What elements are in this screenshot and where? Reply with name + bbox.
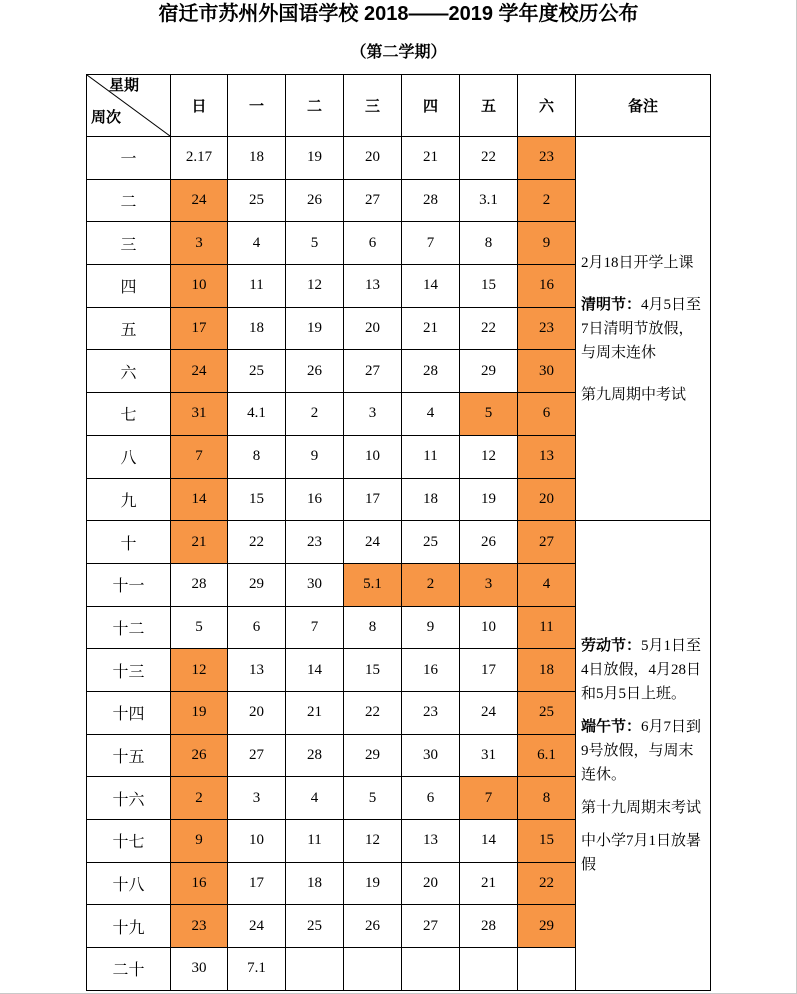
day-cell: 15 — [228, 479, 286, 522]
day-off-cell: 7 — [171, 436, 228, 479]
day-cell: 3 — [228, 777, 286, 820]
remarks-notes — [581, 634, 707, 877]
day-cell: 21 — [402, 137, 460, 180]
day-cell: 14 — [460, 820, 518, 863]
day-cell: 30 — [286, 564, 344, 607]
remark-note-text: 4月5日至7日清明节放假，与周末连休 — [581, 296, 702, 361]
remark-note-label: 劳动节： — [581, 637, 642, 654]
day-cell: 18 — [228, 308, 286, 351]
day-cell: 29 — [460, 350, 518, 393]
page-title: 宿迁市苏州外国语学校 2018——2019 学年度校历公布 — [158, 3, 639, 25]
remarks-header: 备注 — [576, 75, 711, 137]
day-cell: 17 — [228, 863, 286, 906]
day-cell: 12 — [286, 265, 344, 308]
day-cell — [402, 948, 460, 991]
weekday-header-tue: 二 — [286, 75, 344, 137]
day-cell: 5 — [171, 607, 228, 650]
week-number-cell: 十七 — [87, 820, 171, 863]
day-off-cell: 6 — [518, 393, 576, 436]
day-cell: 20 — [228, 692, 286, 735]
day-off-cell: 17 — [171, 308, 228, 351]
day-off-cell: 20 — [518, 479, 576, 522]
day-cell: 27 — [402, 905, 460, 948]
week-number-cell: 一 — [87, 137, 171, 180]
day-off-cell: 9 — [518, 222, 576, 265]
day-off-cell: 30 — [518, 350, 576, 393]
day-cell: 24 — [460, 692, 518, 735]
week-number-cell: 十四 — [87, 692, 171, 735]
day-cell — [286, 948, 344, 991]
day-off-cell: 22 — [518, 863, 576, 906]
day-cell: 4 — [402, 393, 460, 436]
day-cell: 14 — [286, 649, 344, 692]
week-number-cell: 十二 — [87, 607, 171, 650]
day-off-cell: 18 — [518, 649, 576, 692]
week-number-cell: 十三 — [87, 649, 171, 692]
day-off-cell: 8 — [518, 777, 576, 820]
day-off-cell: 16 — [171, 863, 228, 906]
day-cell: 13 — [402, 820, 460, 863]
day-cell: 29 — [228, 564, 286, 607]
day-cell: 20 — [344, 137, 402, 180]
day-cell: 16 — [402, 649, 460, 692]
day-cell: 27 — [344, 350, 402, 393]
remark-note-text: 2月18日开学上课 — [581, 254, 694, 271]
day-cell: 5 — [286, 222, 344, 265]
remark-note — [581, 715, 707, 787]
day-cell: 21 — [402, 308, 460, 351]
day-cell: 18 — [228, 137, 286, 180]
day-cell: 25 — [286, 905, 344, 948]
day-cell: 19 — [344, 863, 402, 906]
day-cell: 10 — [344, 436, 402, 479]
week-number-cell: 六 — [87, 350, 171, 393]
week-number-cell: 九 — [87, 479, 171, 522]
weekday-header-wed: 三 — [344, 75, 402, 137]
week-number-cell: 十一 — [87, 564, 171, 607]
day-cell: 17 — [344, 479, 402, 522]
day-cell: 10 — [228, 820, 286, 863]
week-number-cell: 二十 — [87, 948, 171, 991]
remark-note — [581, 829, 707, 877]
week-number-cell: 四 — [87, 265, 171, 308]
day-cell: 27 — [344, 180, 402, 223]
day-cell: 7 — [402, 222, 460, 265]
day-cell: 11 — [228, 265, 286, 308]
corner-label-week: 周次 — [91, 110, 122, 126]
day-off-cell: 2 — [518, 180, 576, 223]
day-off-cell: 25 — [518, 692, 576, 735]
day-cell — [518, 948, 576, 991]
day-cell: 22 — [344, 692, 402, 735]
day-cell: 9 — [286, 436, 344, 479]
day-off-cell: 21 — [171, 521, 228, 564]
remark-note-text: 6月7日到9号放假，与周末连休。 — [581, 718, 702, 783]
day-cell: 31 — [460, 735, 518, 778]
corner-header-cell — [87, 75, 171, 137]
day-cell: 19 — [286, 137, 344, 180]
day-off-cell: 26 — [171, 735, 228, 778]
day-cell: 19 — [286, 308, 344, 351]
day-cell: 23 — [402, 692, 460, 735]
day-cell: 26 — [460, 521, 518, 564]
day-cell: 6 — [228, 607, 286, 650]
day-cell: 17 — [460, 649, 518, 692]
week-number-cell: 五 — [87, 308, 171, 351]
weekday-header-thu: 四 — [402, 75, 460, 137]
remark-note-label: 清明节： — [581, 296, 642, 313]
day-cell: 11 — [286, 820, 344, 863]
remark-note — [581, 634, 707, 706]
week-number-cell: 七 — [87, 393, 171, 436]
day-cell: 3.1 — [460, 180, 518, 223]
day-cell: 18 — [286, 863, 344, 906]
week-number-cell: 十六 — [87, 777, 171, 820]
day-off-cell: 3 — [460, 564, 518, 607]
day-off-cell: 15 — [518, 820, 576, 863]
day-cell: 29 — [344, 735, 402, 778]
day-cell: 20 — [402, 863, 460, 906]
day-cell: 15 — [460, 265, 518, 308]
remark-note-text: 中小学7月1日放暑假 — [581, 832, 702, 873]
day-off-cell: 13 — [518, 436, 576, 479]
day-cell: 19 — [460, 479, 518, 522]
day-cell: 4 — [286, 777, 344, 820]
day-cell: 24 — [344, 521, 402, 564]
day-cell: 22 — [460, 308, 518, 351]
weekday-header-fri: 五 — [460, 75, 518, 137]
day-cell: 14 — [402, 265, 460, 308]
day-off-cell: 16 — [518, 265, 576, 308]
day-off-cell: 23 — [518, 308, 576, 351]
day-off-cell: 4 — [518, 564, 576, 607]
day-cell: 28 — [460, 905, 518, 948]
weekday-header-sat: 六 — [518, 75, 576, 137]
day-off-cell: 23 — [171, 905, 228, 948]
day-cell: 25 — [402, 521, 460, 564]
week-number-cell: 八 — [87, 436, 171, 479]
day-cell: 12 — [460, 436, 518, 479]
page-subtitle: （第二学期） — [350, 44, 447, 61]
day-cell: 28 — [402, 350, 460, 393]
day-off-cell: 23 — [518, 137, 576, 180]
day-off-cell: 11 — [518, 607, 576, 650]
day-off-cell: 14 — [171, 479, 228, 522]
day-cell: 25 — [228, 180, 286, 223]
day-cell: 5 — [344, 777, 402, 820]
day-off-cell: 2 — [402, 564, 460, 607]
day-cell: 28 — [286, 735, 344, 778]
day-off-cell: 3 — [171, 222, 228, 265]
day-cell: 26 — [286, 350, 344, 393]
day-off-cell: 2 — [171, 777, 228, 820]
week-number-cell: 二 — [87, 180, 171, 223]
remark-note — [581, 383, 707, 407]
school-calendar-table — [86, 74, 711, 991]
day-off-cell: 27 — [518, 521, 576, 564]
day-cell: 26 — [286, 180, 344, 223]
day-cell: 28 — [402, 180, 460, 223]
day-cell: 4 — [228, 222, 286, 265]
remark-note-label: 端午节： — [581, 718, 642, 735]
weekday-header-sun: 日 — [171, 75, 228, 137]
day-cell — [460, 948, 518, 991]
day-off-cell: 5 — [460, 393, 518, 436]
day-off-cell: 7 — [460, 777, 518, 820]
remark-note-text: 第十九周期末考试 — [581, 799, 702, 816]
day-off-cell: 24 — [171, 180, 228, 223]
day-off-cell: 19 — [171, 692, 228, 735]
day-cell: 8 — [228, 436, 286, 479]
day-cell: 8 — [460, 222, 518, 265]
day-cell: 22 — [228, 521, 286, 564]
day-cell: 26 — [344, 905, 402, 948]
day-cell: 8 — [344, 607, 402, 650]
day-cell: 6 — [344, 222, 402, 265]
week-number-cell: 十八 — [87, 863, 171, 906]
day-cell: 13 — [228, 649, 286, 692]
day-cell: 30 — [171, 948, 228, 991]
weekday-header-mon: 一 — [228, 75, 286, 137]
day-cell: 30 — [402, 735, 460, 778]
day-cell: 10 — [460, 607, 518, 650]
day-off-cell: 24 — [171, 350, 228, 393]
remarks-cell — [576, 521, 711, 991]
day-off-cell: 31 — [171, 393, 228, 436]
day-cell: 22 — [460, 137, 518, 180]
day-off-cell: 12 — [171, 649, 228, 692]
day-cell: 2.17 — [171, 137, 228, 180]
remark-note — [581, 293, 707, 365]
day-cell: 4.1 — [228, 393, 286, 436]
day-cell: 12 — [344, 820, 402, 863]
day-off-cell: 6.1 — [518, 735, 576, 778]
week-number-cell: 十九 — [87, 905, 171, 948]
day-cell — [344, 948, 402, 991]
day-off-cell: 5.1 — [344, 564, 402, 607]
day-cell: 21 — [460, 863, 518, 906]
day-cell: 7 — [286, 607, 344, 650]
day-cell: 28 — [171, 564, 228, 607]
week-number-cell: 十五 — [87, 735, 171, 778]
day-cell: 6 — [402, 777, 460, 820]
day-cell: 25 — [228, 350, 286, 393]
day-cell: 21 — [286, 692, 344, 735]
day-off-cell: 9 — [171, 820, 228, 863]
day-cell: 2 — [286, 393, 344, 436]
day-cell: 23 — [286, 521, 344, 564]
day-cell: 18 — [402, 479, 460, 522]
day-cell: 16 — [286, 479, 344, 522]
day-off-cell: 10 — [171, 265, 228, 308]
remark-note-text: 第九周期中考试 — [581, 386, 687, 403]
remark-note — [581, 251, 707, 275]
remark-note — [581, 796, 707, 820]
day-cell: 3 — [344, 393, 402, 436]
remark-note-text: 5月1日至4日放假，4月28日和5月5日上班。 — [581, 637, 702, 702]
remarks-cell — [576, 137, 711, 521]
day-cell: 7.1 — [228, 948, 286, 991]
day-off-cell: 29 — [518, 905, 576, 948]
day-cell: 13 — [344, 265, 402, 308]
day-cell: 27 — [228, 735, 286, 778]
day-cell: 24 — [228, 905, 286, 948]
day-cell: 11 — [402, 436, 460, 479]
day-cell: 9 — [402, 607, 460, 650]
week-number-cell: 十 — [87, 521, 171, 564]
day-cell: 20 — [344, 308, 402, 351]
day-cell: 15 — [344, 649, 402, 692]
week-number-cell: 三 — [87, 222, 171, 265]
corner-label-weekday: 星期 — [109, 78, 140, 94]
remarks-notes — [581, 251, 707, 407]
